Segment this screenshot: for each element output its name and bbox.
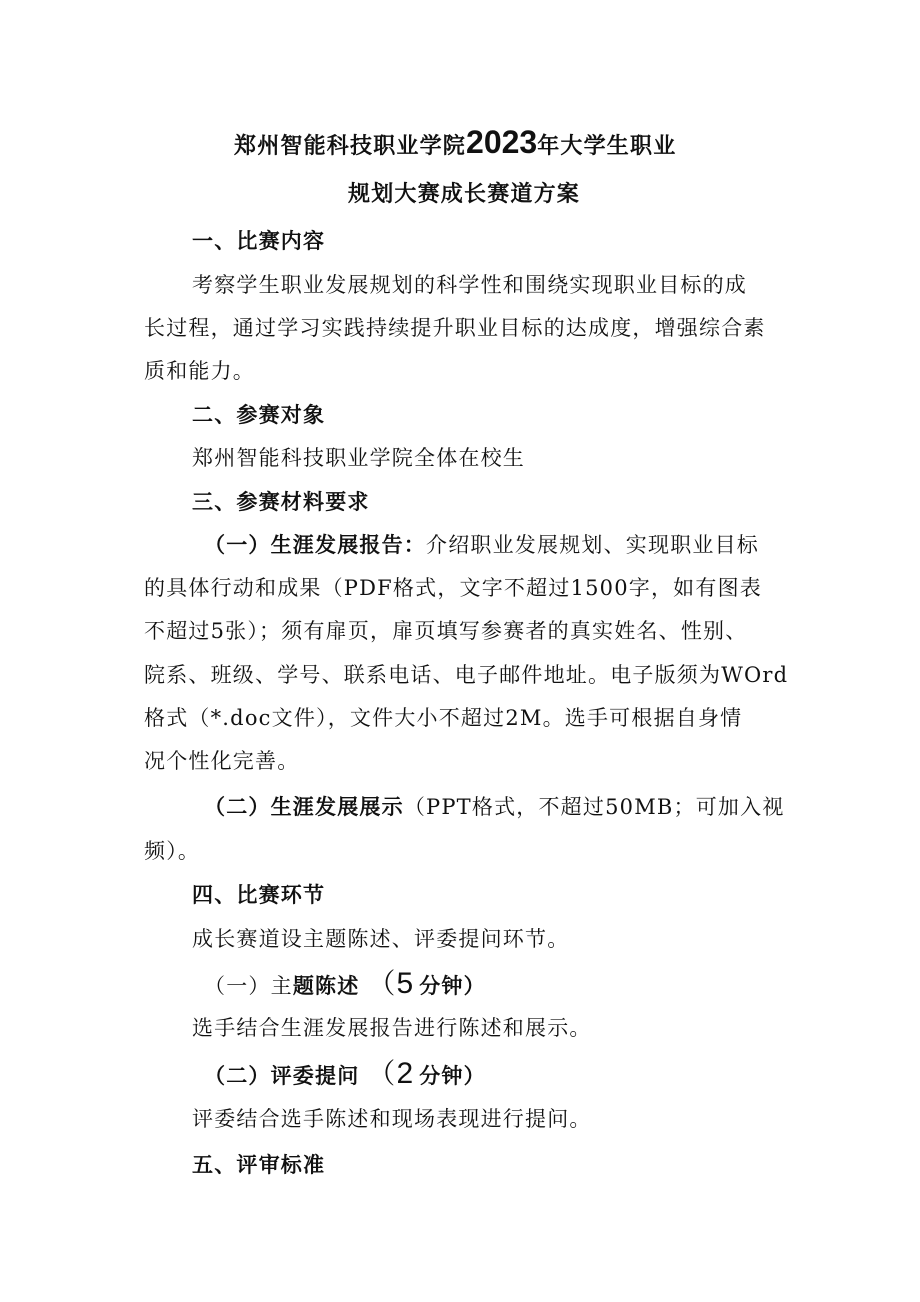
section-3-item-1-label: （一）生涯发展报告： — [204, 533, 426, 557]
section-4-item-1-heading — [204, 966, 486, 1004]
section-1-para-line-2: 长过程，通过学习实践持续提升职业目标的达成度，增强综合素 — [144, 316, 766, 340]
section-4-item-1-unit: 分钟） — [419, 974, 486, 998]
section-4-item-2-desc: 评委结合选手陈述和现场表现进行提问。 — [192, 1107, 592, 1131]
section-5-heading: 五、评审标准 — [192, 1153, 326, 1177]
section-3-item-2-label: （二）生涯发展展示 — [204, 795, 404, 819]
section-3-item-1-line-3: 不超过5张）；须有扉页，扉页填写参赛者的真实姓名、性别、 — [144, 619, 748, 643]
section-4-item-2-title: （二）评委提问 — [204, 1064, 360, 1088]
section-3-item-2-line-2: 频）。 — [144, 839, 201, 863]
section-4-item-2-paren: （ — [367, 1057, 397, 1090]
section-1-heading: 一、比赛内容 — [192, 229, 326, 253]
section-3-item-1-text: 介绍职业发展规划、实现职业目标 — [426, 533, 759, 557]
section-3-item-2-text: （PPT格式，不超过50MB；可加入视 — [403, 795, 785, 819]
section-3-item-1-line-6: 况个性化完善。 — [144, 749, 300, 773]
document-title-line-1 — [234, 124, 676, 165]
section-4-intro: 成长赛道设主题陈述、评委提问环节。 — [192, 927, 570, 951]
section-4-item-2-heading — [204, 1056, 486, 1094]
section-4-item-2-unit: 分钟） — [419, 1064, 486, 1088]
section-4-item-2-minutes: 2 — [396, 1057, 414, 1090]
title-school: 郑州智能科技职业学院 — [234, 134, 467, 159]
section-4-item-1-minutes: 5 — [396, 967, 414, 1000]
section-3-item-2-line-1 — [204, 792, 785, 822]
section-3-item-1-line-4: 院系、班级、学号、联系电话、电子邮件地址。电子版须为WOrd — [144, 663, 789, 687]
section-1-para-line-1: 考察学生职业发展规划的科学性和围绕实现职业目标的成 — [192, 273, 747, 297]
section-4-item-1-desc: 选手结合生涯发展报告进行陈述和展示。 — [192, 1016, 592, 1040]
section-3-heading: 三、参赛材料要求 — [192, 490, 370, 514]
section-4-item-1-title: 题陈述 — [292, 974, 360, 998]
section-4-heading: 四、比赛环节 — [192, 883, 326, 907]
section-4-item-1-prefix: （一）主 — [204, 974, 293, 998]
section-3-item-1-line-1 — [204, 530, 759, 560]
section-2-heading: 二、参赛对象 — [192, 403, 326, 427]
section-4-item-1-paren: （ — [367, 967, 397, 1000]
title-suffix: 年大学生职业 — [537, 134, 677, 159]
section-3-item-1-line-2: 的具体行动和成果（PDF格式，文字不超过1500字，如有图表 — [144, 576, 762, 600]
title-year: 2023 — [466, 124, 538, 160]
section-2-para: 郑州智能科技职业学院全体在校生 — [192, 446, 525, 470]
document-title-line-2: 规划大赛成长赛道方案 — [348, 182, 581, 207]
section-1-para-line-3: 质和能力。 — [144, 359, 255, 383]
section-3-item-1-line-5: 格式（*.doc文件），文件大小不超过2M。选手可根据自身情 — [144, 706, 743, 730]
